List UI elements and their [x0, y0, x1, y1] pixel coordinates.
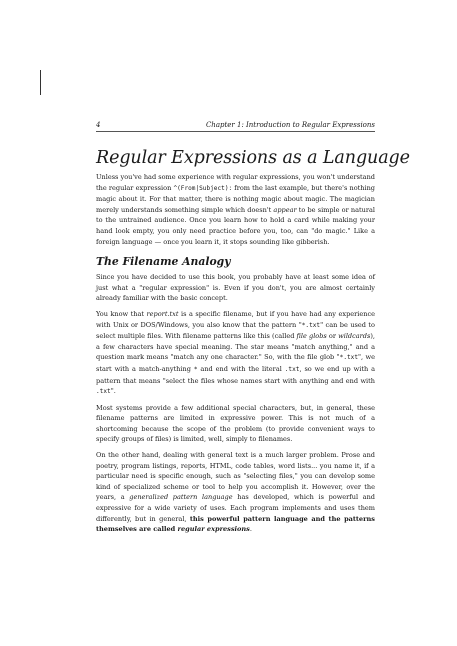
page-number: 4 [96, 121, 101, 129]
chapter-title-header: Chapter 1: Introduction to Regular Expressions [205, 121, 375, 129]
inline-code: *.txt [301, 321, 321, 329]
margin-mark [40, 70, 41, 95]
section-heading: The Filename Analogy [96, 255, 231, 269]
strong-emphasis: regular expressions [177, 525, 250, 534]
page [96, 121, 410, 540]
strong-text: this powerful pattern language and the patterns themselves are called [96, 514, 375, 534]
page-title: Regular Expressions as a Language [96, 148, 410, 168]
emphasis: file globs [296, 332, 327, 341]
running-head [96, 121, 375, 132]
emphasis: report.txt [146, 309, 179, 318]
emphasis: wildcards [338, 332, 371, 341]
emphasis: appear [273, 205, 297, 214]
paragraph-2: You know that report.txt is a specific filename, but if you have had any experience with Unix or DOS/Windows, you also know that the pattern "*.txt" can be used to select multiple files. With filename patterns like this (called file globs or wildcards), a few characters have special meaning. The star means "match anything," and a question mark means "match any one character." So, with the file glob "*.txt", we start with a match-anything * and end with the literal .txt, so we end up with a pattern that means "select the files whose names start with anything and end with .txt". [96, 309, 375, 396]
inline-code: * [193, 365, 198, 373]
paragraph-3: Most systems provide a few additional special characters, but, in general, these filename patterns are limited in expressive power. This is not much of a shortcoming because the scope of the problem (to provide convenient ways to specify groups of files) is limited, well, simply to filenames. [96, 403, 375, 444]
paragraph-1: Since you have decided to use this book, you probably have at least some idea of just what a "regular expression" is. Even if you don't, you are almost certainly already familiar with the basic concept. [96, 273, 375, 303]
paragraph-4: On the other hand, dealing with general text is a much larger problem. Prose and poetry, program listings, reports, HTML, code tables, word lists... you name it, if a particular need is specific enough, such as "selecting files," you can develop some kind of specialized scheme or tool to help you accomplish it. However, over the years, a generalized pattern language has developed, which is powerful and expressive for a wide variety of uses. Each program implements and uses them differently, but in general, this powerful pattern language and the patterns themselves are called regular expressions. [96, 451, 375, 534]
inline-code: .txt [284, 365, 300, 373]
inline-code: .txt [96, 388, 111, 396]
intro-paragraph: Unless you've had some experience with regular expressions, you won't understand the regular expression ^(From|Subject): from the last example, but there's nothing magic about it. For that matter, there is nothing magic about magic. The magician merely understands something simple which doesn't appear to be simple or natural to the untrained audience. Once you learn how to hold a card while making your hand look empty, you only need practice before you, too, can "do magic." Like a foreign language — once you learn it, it stops sounding like gibberish. [96, 173, 375, 246]
emphasis: generalized pattern language [129, 493, 233, 502]
inline-code: ^(From|Subject): [173, 184, 233, 192]
inline-code: *.txt [339, 354, 359, 362]
